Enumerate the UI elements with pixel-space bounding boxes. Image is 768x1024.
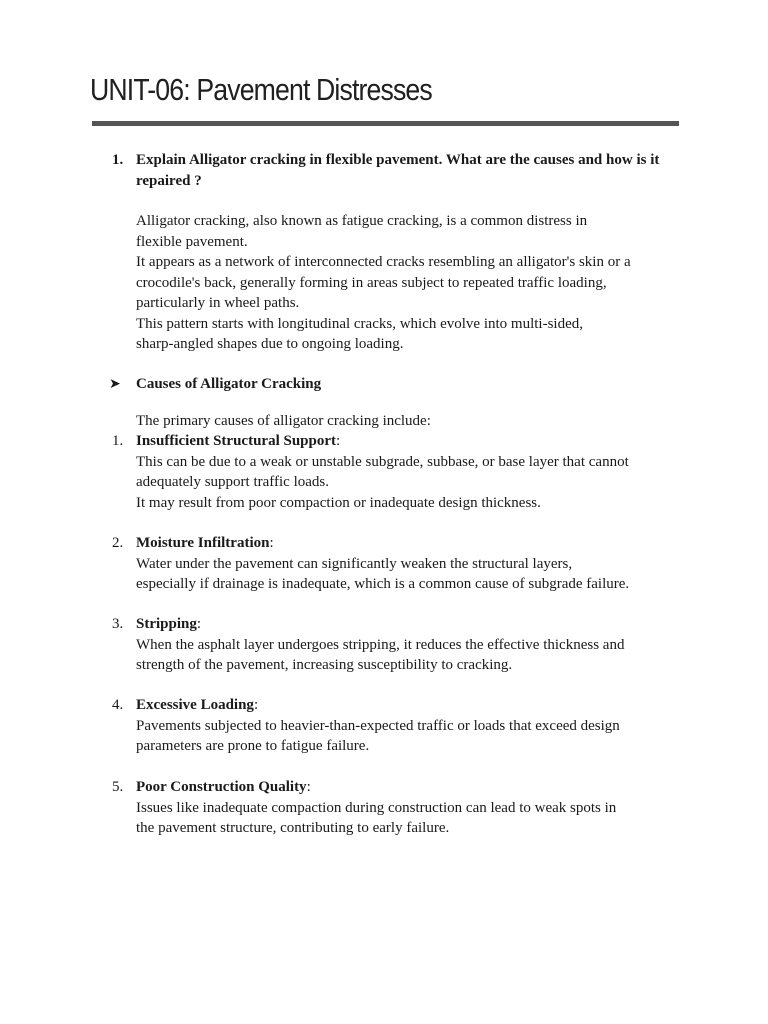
title-underline-rule: [92, 121, 679, 126]
cause-term-line: [136, 533, 686, 554]
intro-line: crocodile's back, generally forming in areas subject to repeated traffic loading,: [136, 274, 607, 291]
cause-line: Water under the pavement can significantly weaken the structural layers,: [136, 555, 573, 572]
cause-item-insufficient-support: [136, 431, 686, 513]
cause-line: parameters are prone to fatigue failure.: [136, 738, 370, 754]
cause-item-stripping: [136, 614, 686, 676]
cause-term: Moisture Infiltration: [136, 535, 270, 551]
cause-number: 4.: [112, 697, 124, 713]
cause-term-suffix: :: [306, 779, 311, 795]
cause-term-suffix: :: [253, 697, 259, 713]
cause-line: It may result from poor compaction or inadequate design thickness.: [136, 494, 541, 511]
cause-number: 2.: [112, 535, 124, 551]
cause-line: strength of the pavement, increasing susceptibility to cracking.: [136, 657, 513, 673]
cause-line: Pavements subjected to heavier-than-expected traffic or loads that exceed design: [136, 717, 620, 734]
page-title: UNIT-06: Pavement Distresses: [90, 72, 432, 107]
cause-number: 1.: [112, 433, 124, 449]
arrowhead-bullet-icon: ➤: [109, 376, 121, 392]
intro-line: Alligator cracking, also known as fatigue cracking, is a common distress in: [136, 213, 588, 229]
cause-term-suffix: :: [336, 433, 341, 449]
causes-heading: Causes of Alligator Cracking: [136, 376, 322, 392]
cause-line: adequately support traffic loads.: [136, 474, 329, 490]
intro-line: sharp-angled shapes due to ongoing loading.: [136, 336, 404, 352]
question-text: Explain Alligator cracking in flexible pavement. What are the causes and how is it repaired ?: [136, 152, 660, 189]
cause-term-suffix: :: [196, 616, 202, 632]
cause-term-line: [136, 695, 686, 716]
cause-term: Excessive Loading: [136, 697, 254, 713]
cause-number: 3.: [112, 616, 124, 632]
question-number: 1.: [112, 152, 124, 168]
cause-item-poor-construction: [136, 777, 686, 839]
cause-line: This can be due to a weak or unstable subgrade, subbase, or base layer that cannot: [136, 453, 629, 470]
intro-line: It appears as a network of interconnected cracks resembling an alligator's skin or a: [136, 254, 631, 270]
cause-term-line: [136, 614, 686, 635]
cause-term: Insufficient Structural Support: [136, 433, 337, 449]
cause-term-line: [136, 431, 686, 452]
intro-paragraph: [136, 211, 686, 355]
intro-line: flexible pavement.: [136, 233, 248, 250]
cause-line: When the asphalt layer undergoes stripping, it reduces the effective thickness and: [136, 636, 625, 653]
intro-line: This pattern starts with longitudinal cracks, which evolve into multi-sided,: [136, 315, 583, 332]
intro-line: particularly in wheel paths.: [136, 295, 300, 311]
cause-line: especially if drainage is inadequate, which is a common cause of subgrade failure.: [136, 576, 630, 592]
cause-term-line: [136, 777, 686, 798]
cause-line: Issues like inadequate compaction during construction can lead to weak spots in: [136, 799, 617, 816]
causes-lead: [136, 411, 686, 432]
cause-term: Poor Construction Quality: [136, 779, 307, 795]
cause-term-suffix: :: [269, 535, 274, 551]
cause-number: 5.: [112, 779, 124, 795]
causes-lead-text: The primary causes of alligator cracking include:: [136, 413, 431, 429]
cause-line: the pavement structure, contributing to early failure.: [136, 820, 450, 836]
cause-term: Stripping: [136, 616, 197, 632]
cause-item-excessive-loading: [136, 695, 686, 757]
cause-item-moisture-infiltration: [136, 533, 686, 595]
